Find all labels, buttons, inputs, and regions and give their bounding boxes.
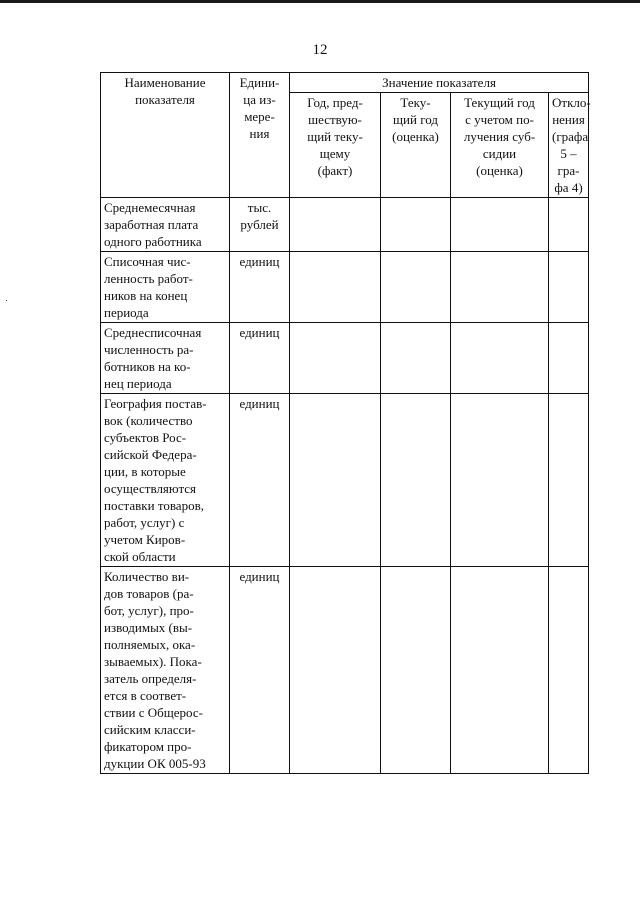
scan-speck xyxy=(6,300,7,301)
value-cell xyxy=(549,323,589,394)
value-cell xyxy=(290,323,381,394)
header-previous-year: Год, пред- шествую- щий теку- щему (факт) xyxy=(290,93,381,198)
row-unit: тыс. рублей xyxy=(230,198,290,252)
table-row xyxy=(101,252,589,323)
value-cell xyxy=(451,323,549,394)
value-cell xyxy=(290,567,381,774)
indicators-table xyxy=(100,72,589,774)
row-name-supply-geography: География постав- вок (количество субъектов Рос- сийской Федера- ции, в которые осуществляются поставки товаров, работ, услуг) с учетом Киров- ской области xyxy=(101,394,230,567)
value-cell xyxy=(549,252,589,323)
table-row xyxy=(101,323,589,394)
header-current-year-subsidy: Текущий год с учетом по- лучения суб- сидии (оценка) xyxy=(451,93,549,198)
value-cell xyxy=(451,198,549,252)
value-cell xyxy=(381,394,451,567)
table-header-row xyxy=(101,73,589,93)
value-cell xyxy=(549,198,589,252)
row-unit: единиц xyxy=(230,323,290,394)
value-cell xyxy=(381,323,451,394)
row-unit: единиц xyxy=(230,252,290,323)
page-number: 12 xyxy=(312,42,328,58)
value-cell xyxy=(451,252,549,323)
table-row xyxy=(101,394,589,567)
value-cell xyxy=(290,198,381,252)
header-unit: Едини- ца из- мере- ния xyxy=(230,73,290,198)
value-cell xyxy=(290,394,381,567)
value-cell xyxy=(381,198,451,252)
value-cell xyxy=(549,567,589,774)
header-current-year: Теку- щий год (оценка) xyxy=(381,93,451,198)
row-name-avg-headcount: Среднесписочная численность ра- ботников на ко- нец периода xyxy=(101,323,230,394)
value-cell xyxy=(290,252,381,323)
value-cell xyxy=(451,567,549,774)
row-name-product-types: Количество ви- дов товаров (ра- бот, услуг), про- изводимых (вы- полняемых, ока- зываемых). Пока- затель определя- ется в соответ- ствии с Общерос- сийским класси- фикатором про- дукции ОК 005-93 xyxy=(101,567,230,774)
header-indicator-name: Наименование показателя xyxy=(101,73,230,198)
table-row xyxy=(101,567,589,774)
row-unit: единиц xyxy=(230,394,290,567)
scan-top-edge xyxy=(0,0,640,3)
header-value-group: Значение показателя xyxy=(290,73,589,93)
header-deviation: Откло- нения (графа 5 – гра- фа 4) xyxy=(549,93,589,198)
row-name-avg-salary: Среднемесячная заработная плата одного работника xyxy=(101,198,230,252)
table-row xyxy=(101,198,589,252)
row-name-headcount: Списочная чис- ленность работ- ников на конец периода xyxy=(101,252,230,323)
value-cell xyxy=(451,394,549,567)
value-cell xyxy=(381,252,451,323)
value-cell xyxy=(381,567,451,774)
row-unit: единиц xyxy=(230,567,290,774)
value-cell xyxy=(549,394,589,567)
